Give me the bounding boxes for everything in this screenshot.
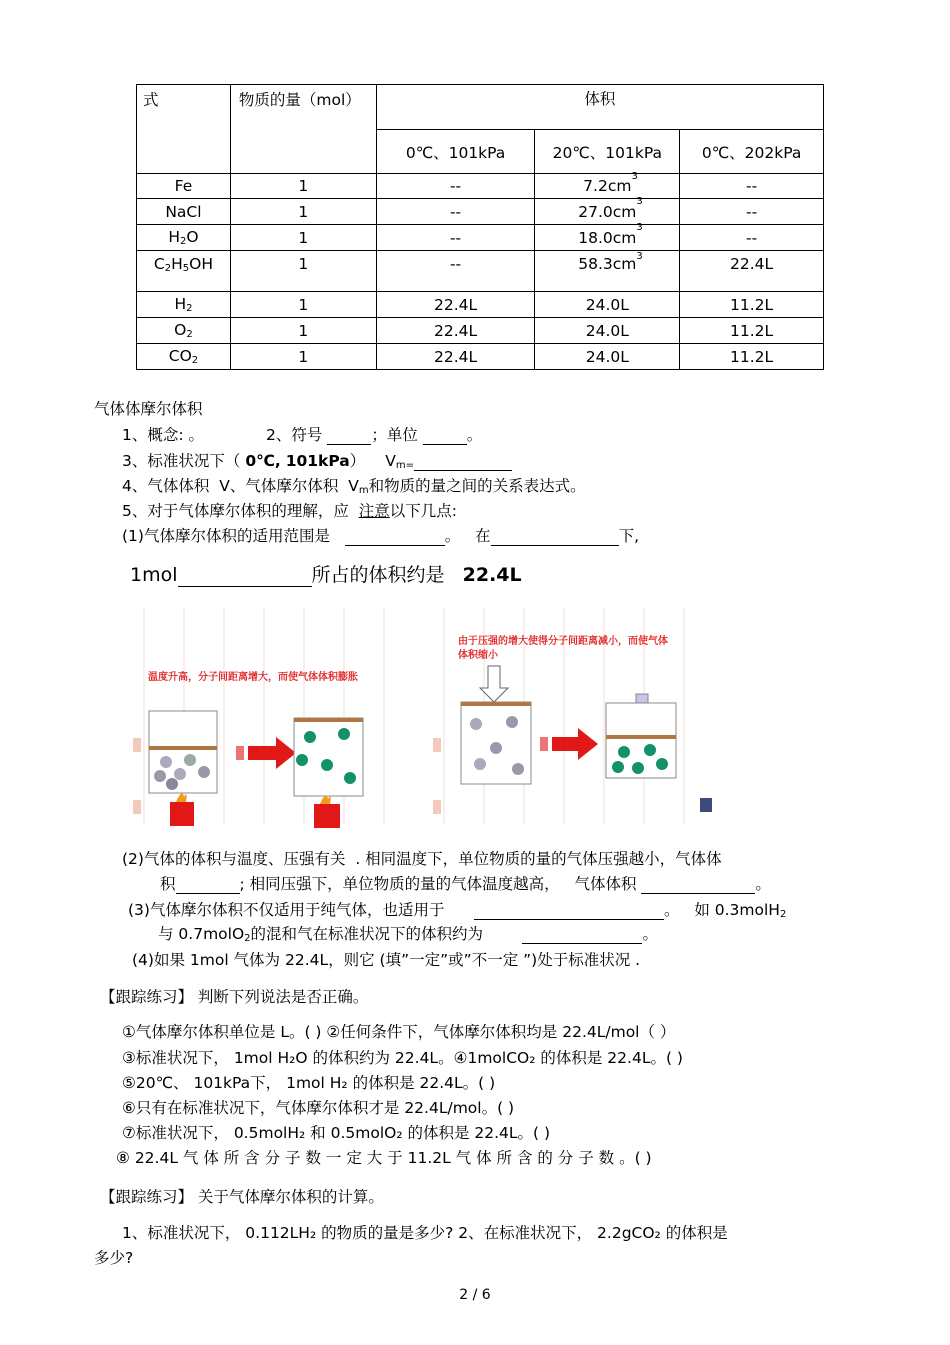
exercise-1-item: ③标准状况下， 1mol H₂O 的体积约为 22.4L。④1molCO₂ 的体积是 22.4L。( ) [122, 1049, 683, 1067]
point-3-line-2: 与 0.7molO$_2$的混和气在标准状况下的体积约为 。 [158, 925, 658, 944]
cell-v1: 22.4L [376, 318, 535, 344]
cell-v1: -- [376, 174, 535, 199]
table-row [137, 199, 824, 225]
cell-v3: 11.2L [680, 344, 824, 370]
caption-temperature: 温度升高，分子间距离增大，而使气体体积膨胀 [148, 672, 358, 683]
cell-amount: 1 [230, 225, 376, 251]
cell-v2: 58.3cm 3 [535, 251, 680, 292]
point-2-line-1: (2)气体的体积与温度、压强有关 . 相同温度下，单位物质的量的气体压强越小，气体体 [122, 850, 722, 868]
exercise-2-question-cont: 多少? [94, 1249, 134, 1267]
cell-v3: -- [680, 225, 824, 251]
header-cond-2: 20℃、101kPa [535, 130, 680, 174]
figure-pressure [428, 604, 720, 830]
cell-v1: -- [376, 199, 535, 225]
cell-amount: 1 [230, 199, 376, 225]
exercise-2-title: 【跟踪练习】 关于气体摩尔体积的计算。 [100, 1188, 384, 1206]
header-cond-1: 0℃、101kPa [376, 130, 535, 174]
cell-v3: 11.2L [680, 318, 824, 344]
line-molar-volume: 1mol 所占的体积约是 22.4L [130, 564, 522, 586]
cell-formula: $O_2$ [137, 318, 231, 344]
cell-v1: 22.4L [376, 344, 535, 370]
cell-v1: 22.4L [376, 292, 535, 318]
table-row [137, 225, 824, 251]
caption-pressure-2: 体积缩小 [458, 650, 498, 661]
exercise-1-item: ⑥只有在标准状况下，气体摩尔体积才是 22.4L/mol。( ) [122, 1099, 515, 1117]
cell-formula: $H_2$ [137, 292, 231, 318]
point-3-line-1: (3)气体摩尔体积不仅适用于纯气体，也适用于 。 如 0.3molH$_2$ [128, 901, 787, 920]
section-title: 气体体摩尔体积 [94, 400, 203, 418]
exercise-1-item: ⑦标准状况下， 0.5molH₂ 和 0.5molO₂ 的体积是 22.4L。( ) [122, 1124, 551, 1142]
cell-v3: -- [680, 174, 824, 199]
exercise-1-item: ①气体摩尔体积单位是 L。( ) ②任何条件下，气体摩尔体积均是 22.4L/mol（ ） [122, 1023, 676, 1041]
header-cond-3: 0℃、202kPa [680, 130, 824, 174]
cell-formula: NaCl [137, 199, 231, 225]
header-volume: 体积 [376, 85, 823, 130]
cell-v2: 27.0cm 3 [535, 199, 680, 225]
cell-formula: $C_2H_5OH$ [137, 251, 231, 292]
line-standard: 3、标准状况下（ 0℃, 101kPa） $V_{m=}$ [122, 449, 512, 471]
table-row [137, 251, 824, 292]
line-concept: 1、概念: 。 2、符号 ；单位 。 [122, 426, 483, 444]
table-row [137, 174, 824, 199]
page-number: 2 / 6 [459, 1287, 491, 1303]
cell-amount: 1 [230, 251, 376, 292]
cell-amount: 1 [230, 318, 376, 344]
cell-v1: -- [376, 225, 535, 251]
cell-amount: 1 [230, 174, 376, 199]
line-scope: (1)气体摩尔体积的适用范围是 。 在 下, [122, 527, 639, 545]
table-row [137, 318, 824, 344]
cell-formula: Fe [137, 174, 231, 199]
cell-amount: 1 [230, 292, 376, 318]
figure-temperature-svg [128, 604, 420, 830]
cell-formula: $CO_2$ [137, 344, 231, 370]
cell-v2: 24.0L [535, 344, 680, 370]
exercise-1-title: 【跟踪练习】 判断下列说法是否正确。 [100, 988, 369, 1006]
exercise-1-item: ⑧ 22.4L 气 体 所 含 分 子 数 一 定 大 于 11.2L 气 体 所 含 的 分 子 数 。( ) [116, 1149, 652, 1167]
point-4: (4)如果 1mol 气体为 22.4L，则它 (填”一定”或”不一定 ”)处于标准状况 . [132, 951, 641, 969]
point-2-line-2: 积 ; 相同压强下，单位物质的量的气体温度越高， 气体体积 。 [160, 875, 771, 893]
caption-pressure-1: 由于压强的增大使得分子间距离减小，而使气体 [458, 636, 668, 647]
exercise-1-item: ⑤20℃、 101kPa下， 1mol H₂ 的体积是 22.4L。( ) [122, 1074, 496, 1092]
header-formula: 式 [137, 85, 231, 174]
cell-v2: 7.2cm 3 [535, 174, 680, 199]
cell-v1: -- [376, 251, 535, 292]
cell-v3: 22.4L [680, 251, 824, 292]
line-relation: 4、气体体积 V、气体摩尔体积 $V_m$和物质的量之间的关系表达式。 [122, 477, 586, 496]
cell-v2: 18.0cm 3 [535, 225, 680, 251]
header-amount: 物质的量（mol） [230, 85, 376, 174]
exercise-2-question: 1、标准状况下， 0.112LH₂ 的物质的量是多少? 2、在标准状况下， 2.2gCO₂ 的体积是 [122, 1224, 728, 1242]
cell-v3: 11.2L [680, 292, 824, 318]
cell-v2: 24.0L [535, 292, 680, 318]
table-row [137, 344, 824, 370]
figure-temperature [128, 604, 420, 830]
cell-formula: $H_2O$ [137, 225, 231, 251]
line-notice: 5、对于气体摩尔体积的理解，应 注意以下几点: [122, 502, 457, 520]
gas-volume-table [136, 84, 824, 370]
table-row [137, 292, 824, 318]
cell-v2: 24.0L [535, 318, 680, 344]
cell-amount: 1 [230, 344, 376, 370]
cell-v3: -- [680, 199, 824, 225]
